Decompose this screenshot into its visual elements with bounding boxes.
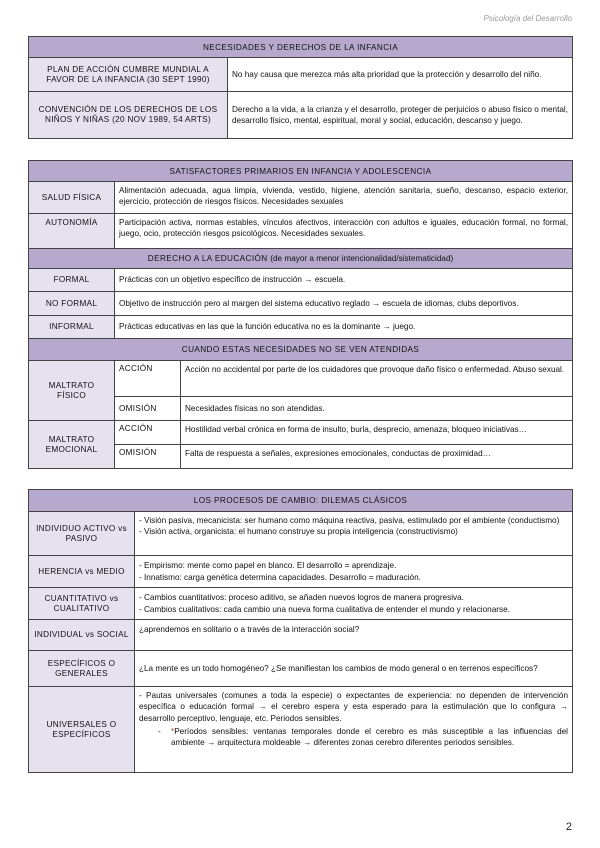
row-text-universales [135,687,573,773]
row-text-salud-fisica: Alimentación adecuada, agua limpia, vivienda, vestido, higiene, atención sanitaria, sueño, descanso, espacio exterior, ejercicio, protección de riesgos físicos. Necesidades sexuales [115,182,573,214]
text-line: - Empirismo: mente como papel en blanco. El desarrollo = aprendizaje. [139,561,397,571]
row-label-cuantitativo: CUANTITATIVO vs CUALITATIVO [29,588,135,620]
table-procesos-cambio [28,489,573,773]
sub-label-me-accion: ACCIÓN [115,421,181,445]
row-text-formal: Prácticas con un objetivo específico de instrucción → escuela. [115,269,573,292]
nested-list [139,726,568,749]
list-item-periodos-sensibles [151,726,568,749]
row-text-mf-omision: Necesidades físicas no son atendidas. [181,397,573,421]
row-text-convencion: Derecho a la vida, a la crianza y el desarrollo, proteger de perjuicios o abuso físico o mental, desarrollo físico, mental, espiritual, moral y social, educación, descanso y juego. [228,92,573,139]
row-label-plan-accion: PLAN DE ACCIÓN CUMBRE MUNDIAL A FAVOR DE LA INFANCIA (30 SEPT 1990) [29,58,228,92]
row-label-salud-fisica: SALUD FÍSICA [29,182,115,214]
row-label-individual-social: INDIVIDUAL vs SOCIAL [29,620,135,651]
row-text-me-omision: Falta de respuesta a señales, expresiones emocionales, conductas de proximidad… [181,445,573,469]
table-header: NECESIDADES Y DERECHOS DE LA INFANCIA [29,37,573,58]
row-label-autonomia: AUTONOMÍA [29,214,115,249]
sub-label-mf-omision: OMISIÓN [115,397,181,421]
row-text-mf-accion: Acción no accidental por parte de los cuidadores que provoque daño físico o enfermedad. Abuso sexual. [181,361,573,397]
subheader-note: (de mayor a menor intencionalidad/sistematicidad) [270,254,454,263]
text-line: - Cambios cuantitativos: proceso aditivo, se añaden nuevos logros de manera progresiva. [139,593,464,603]
row-label-no-formal: NO FORMAL [29,292,115,316]
sub-label-mf-accion: ACCIÓN [115,361,181,397]
subheader-necesidades-no-atendidas: CUANDO ESTAS NECESIDADES NO SE VEN ATENDIDAS [29,339,573,361]
row-text-individuo-activo [135,512,573,556]
text-line: - Cambios cualitativos: cada cambio una nueva forma cualitativa de entender el mundo y relacionarse. [139,604,510,614]
row-label-informal: INFORMAL [29,316,115,339]
table-necesidades-derechos [28,36,573,139]
table-header: LOS PROCESOS DE CAMBIO: DILEMAS CLÁSICOS [29,490,573,512]
row-text-me-accion: Hostilidad verbal crónica en forma de insulto, burla, desprecio, amenaza, bloqueo iniciativas… [181,421,573,445]
row-label-especificos-generales: ESPECÍFICOS O GENERALES [29,651,135,687]
subheader-caps: DERECHO A LA EDUCACIÓN [147,254,268,263]
asterisk-mark: * [171,726,175,736]
row-label-universales: UNIVERSALES O ESPECÍFICOS [29,687,135,773]
running-header: Psicología del Desarrollo [483,14,572,23]
row-label-herencia-medio: HERENCIA vs MEDIO [29,556,135,588]
row-text-no-formal: Objetivo de instrucción pero al margen del sistema educativo reglado → escuela de idiomas, clubs deportivos. [115,292,573,316]
row-label-convencion: CONVENCIÓN DE LOS DERECHOS DE LOS NIÑOS Y NIÑAS (20 NOV 1989, 54 ARTS) [29,92,228,139]
row-text-herencia-medio [135,556,573,588]
text-line: - Visión pasiva, mecanicista: ser humano como máquina reactiva, pasiva, estimulado por el ambiente (conductismo) [139,516,560,525]
row-label-formal: FORMAL [29,269,115,292]
row-label-individuo-activo: INDIVIDUO ACTIVO vs PASIVO [29,512,135,556]
sub-label-me-omision: OMISIÓN [115,445,181,469]
text-line: Períodos sensibles: ventanas temporales donde el cerebro es más susceptible a las influencias del ambiente → arquitectura moldeable → diferentes zonas cerebro diferentes periodos sensibles. [171,726,568,748]
row-text-individual-social: ¿aprendemos en solitario o a través de la interacción social? [135,620,573,651]
table-header: SATISFACTORES PRIMARIOS EN INFANCIA Y ADOLESCENCIA [29,161,573,182]
subheader-derecho-educacion [29,249,573,269]
table-satisfactores [28,160,573,469]
row-text-informal: Prácticas educativas en las que la función educativa no es la dominante → juego. [115,316,573,339]
row-text-autonomia: Participación activa, normas estables, vínculos afectivos, interacción con adultos e iguales, educación formal, no formal, juego, ocio, protección riesgos psicológicos. Necesidades sexuales. [115,214,573,249]
text-line: - Visión activa, organicista: el humano construye su propia inteligencia (constructivismo) [139,527,458,537]
row-label-maltrato-emocional: MALTRATO EMOCIONAL [29,421,115,469]
row-label-maltrato-fisico: MALTRATO FÍSICO [29,361,115,421]
page-number: 2 [565,821,572,833]
text-line: - Innatismo: carga genética determina capacidades. Desarrollo = maduración. [139,572,421,582]
text-line: - Pautas universales (comunes a toda la especie) o expectantes de experiencia: no dependen de intervención específica o educación formal → el cerebro espera y esta esperado para la estimulación que lo configura → desarrollo perceptivo, lenguaje, etc. Periodos sensibles. [139,691,568,723]
dash-bullet: - [158,726,161,736]
row-text-especificos-generales: ¿La mente es un todo homogéneo? ¿Se manifiestan los cambios de modo general o en terrenos específicos? [135,651,573,687]
row-text-cuantitativo [135,588,573,620]
row-text-plan-accion: No hay causa que merezca más alta prioridad que la protección y desarrollo del niño. [228,58,573,92]
